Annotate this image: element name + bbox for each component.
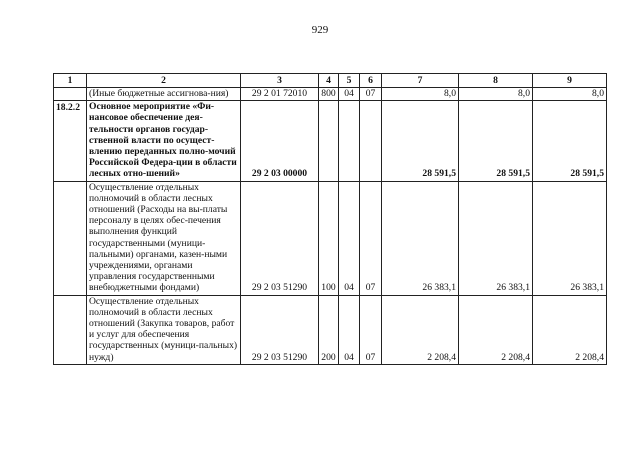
header-col-8: 8 (459, 74, 533, 88)
row-amount-3: 8,0 (533, 88, 607, 101)
row-number: 18.2.2 (54, 101, 87, 181)
header-col-4: 4 (319, 74, 339, 88)
row-name: Осуществление отдельных полномочий в области лесных отношений (Расходы на вы-платы персоналу в целях обес-печения выполнения функций государственными (муници-пальными) органами, казен-ными учреждениями, органами управления государственными внебюджетными фондами) (87, 181, 241, 295)
header-col-5: 5 (339, 74, 360, 88)
row-name: Осуществление отдельных полномочий в области лесных отношений (Закупка товаров, работ и услуг для обеспечения государственных (муници-пальных) нужд) (87, 295, 241, 364)
row-subsection (360, 101, 382, 181)
header-col-7: 7 (382, 74, 459, 88)
row-target-code: 29 2 03 51290 (241, 181, 319, 295)
row-amount-3: 26 383,1 (533, 181, 607, 295)
row-subsection: 07 (360, 88, 382, 101)
header-col-6: 6 (360, 74, 382, 88)
row-amount-2: 28 591,5 (459, 101, 533, 181)
row-amount-2: 2 208,4 (459, 295, 533, 364)
row-section: 04 (339, 295, 360, 364)
table-row (54, 295, 607, 364)
row-amount-1: 26 383,1 (382, 181, 459, 295)
page-number: 929 (311, 24, 329, 36)
header-col-2: 2 (87, 74, 241, 88)
header-col-1: 1 (54, 74, 87, 88)
row-target-code: 29 2 01 72010 (241, 88, 319, 101)
row-expense-type: 800 (319, 88, 339, 101)
row-amount-1: 28 591,5 (382, 101, 459, 181)
table-row (54, 181, 607, 295)
row-amount-2: 26 383,1 (459, 181, 533, 295)
row-amount-3: 28 591,5 (533, 101, 607, 181)
table-row (54, 88, 607, 101)
budget-table (53, 73, 607, 365)
row-target-code: 29 2 03 51290 (241, 295, 319, 364)
row-amount-2: 8,0 (459, 88, 533, 101)
row-expense-type: 100 (319, 181, 339, 295)
header-col-9: 9 (533, 74, 607, 88)
row-name: (Иные бюджетные ассигнова-ния) (87, 88, 241, 101)
row-amount-1: 2 208,4 (382, 295, 459, 364)
row-expense-type (319, 101, 339, 181)
row-target-code: 29 2 03 00000 (241, 101, 319, 181)
row-amount-1: 8,0 (382, 88, 459, 101)
row-section: 04 (339, 88, 360, 101)
row-number (54, 88, 87, 101)
row-number (54, 181, 87, 295)
table-row (54, 101, 607, 181)
table-header-row (54, 74, 607, 88)
row-name: Основное мероприятие «Фи-нансовое обеспечение дея-тельности органов государ-ственной власти по осущест-влению переданных полно-мочий Российской Федера-ции в области лесных отно-шений» (87, 101, 241, 181)
row-section: 04 (339, 181, 360, 295)
row-expense-type: 200 (319, 295, 339, 364)
row-section (339, 101, 360, 181)
row-subsection: 07 (360, 181, 382, 295)
row-number (54, 295, 87, 364)
row-amount-3: 2 208,4 (533, 295, 607, 364)
header-col-3: 3 (241, 74, 319, 88)
row-subsection: 07 (360, 295, 382, 364)
